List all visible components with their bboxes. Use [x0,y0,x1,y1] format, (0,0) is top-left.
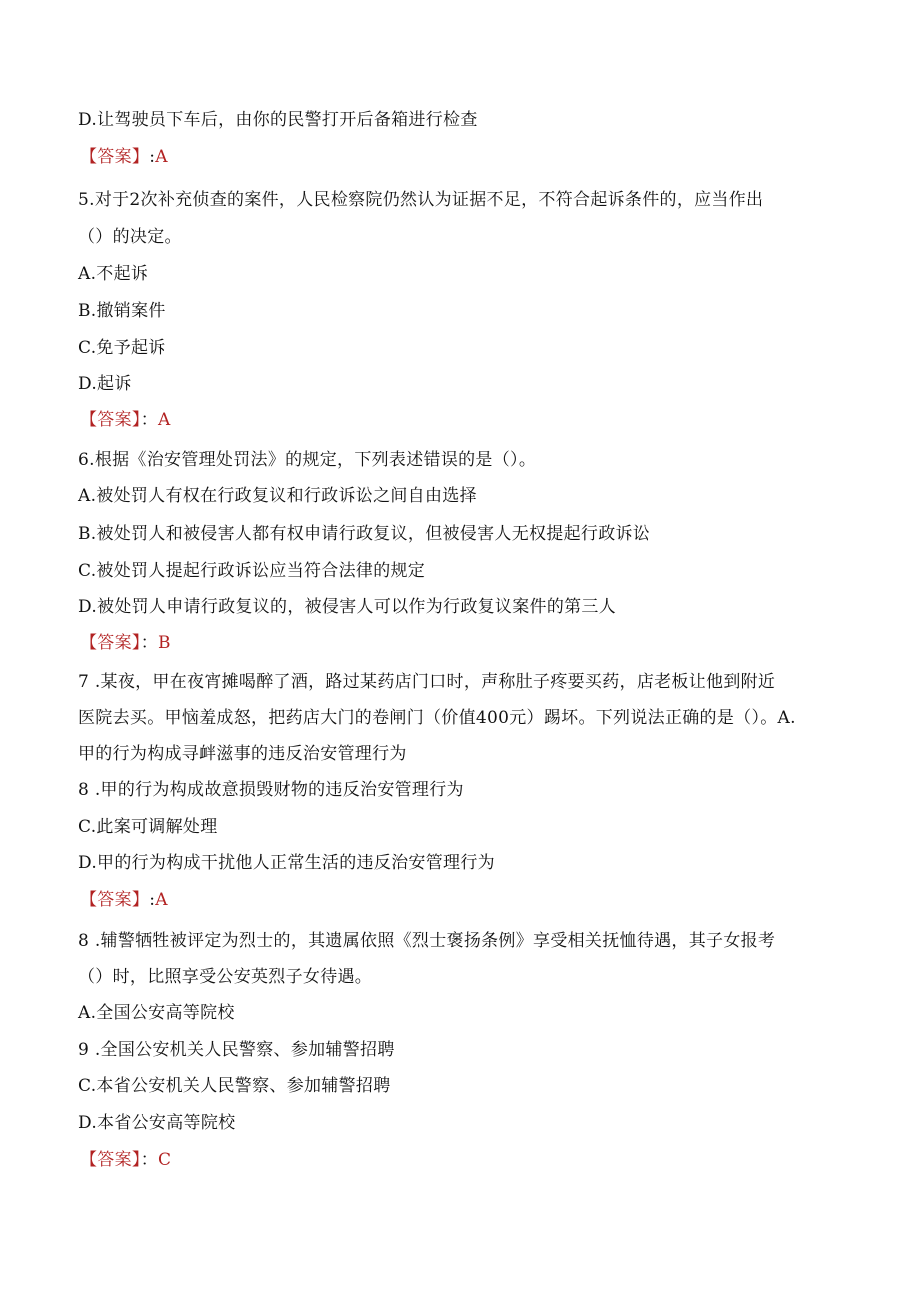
answer-separator: : [149,147,156,167]
answer-separator: ： [140,1150,159,1170]
option-line: 8 .甲的行为构成故意损毁财物的违反治安管理行为 [78,780,464,800]
answer-line [80,631,860,655]
question-line: 5.对于2次补充侦查的案件，人民检察院仍然认为证据不足，不符合起诉条件的，应当作出 [78,190,764,210]
question-line: 8 .辅警牺牲被评定为烈士的，其遗属依照《烈士褒扬条例》享受相关抚恤待遇，其子女报考 [78,931,776,951]
answer-separator: : [149,890,156,910]
option-line: D.被处罚人申请行政复议的，被侵害人可以作为行政复议案件的第三人 [78,597,617,617]
question-line: 6.根据《治安管理处罚法》的规定，下列表述错误的是（）。 [78,450,537,470]
option-line: A.全国公安高等院校 [78,1003,235,1023]
answer-separator: ： [140,633,159,653]
option-line: C.此案可调解处理 [78,817,218,837]
answer-value: B [158,633,171,653]
option-line: 甲的行为构成寻衅滋事的违反治安管理行为 [78,744,407,764]
answer-label: 【答案】 [80,633,141,653]
question-line: （）的决定。 [78,227,182,247]
answer-label: 【答案】 [80,1150,141,1170]
option-line: A.被处罚人有权在行政复议和行政诉讼之间自由选择 [78,486,477,506]
answer-label: 【答案】 [80,147,150,167]
option-line: D.本省公安高等院校 [78,1113,236,1133]
option-line: C.免予起诉 [78,338,166,358]
option-line: 9 .全国公安机关人民警察、参加辅警招聘 [78,1040,395,1060]
option-line: B.被处罚人和被侵害人都有权申请行政复议，但被侵害人无权提起行政诉讼 [78,524,651,544]
option-line: B.撤销案件 [78,301,166,321]
answer-value: A [155,890,168,910]
answer-value: A [155,147,168,167]
option-line: C.本省公安机关人民警察、参加辅警招聘 [78,1076,391,1096]
answer-value: C [158,1150,172,1170]
option-line: D.起诉 [78,374,132,394]
answer-label: 【答案】 [80,890,150,910]
answer-value: A [158,410,171,430]
question-line: 医院去买。甲恼羞成怒，把药店大门的卷闸门（价值400元）踢坏。下列说法正确的是（）。A. [78,708,796,728]
option-line: D.让驾驶员下车后，由你的民警打开后备箱进行检查 [78,110,478,130]
option-line: C.被处罚人提起行政诉讼应当符合法律的规定 [78,561,426,581]
option-line: A.不起诉 [78,264,149,284]
answer-line [80,888,860,912]
question-line: （）时，比照享受公安英烈子女待遇。 [78,967,373,987]
answer-label: 【答案】 [80,410,141,430]
answer-line [80,145,860,169]
option-line: D.甲的行为构成干扰他人正常生活的违反治安管理行为 [78,853,495,873]
answer-line [80,1148,860,1172]
answer-line [80,408,860,432]
question-line: 7 .某夜，甲在夜宵摊喝醉了酒，路过某药店门口时，声称肚子疼要买药，店老板让他到附近 [78,672,776,692]
answer-separator: ： [140,410,159,430]
